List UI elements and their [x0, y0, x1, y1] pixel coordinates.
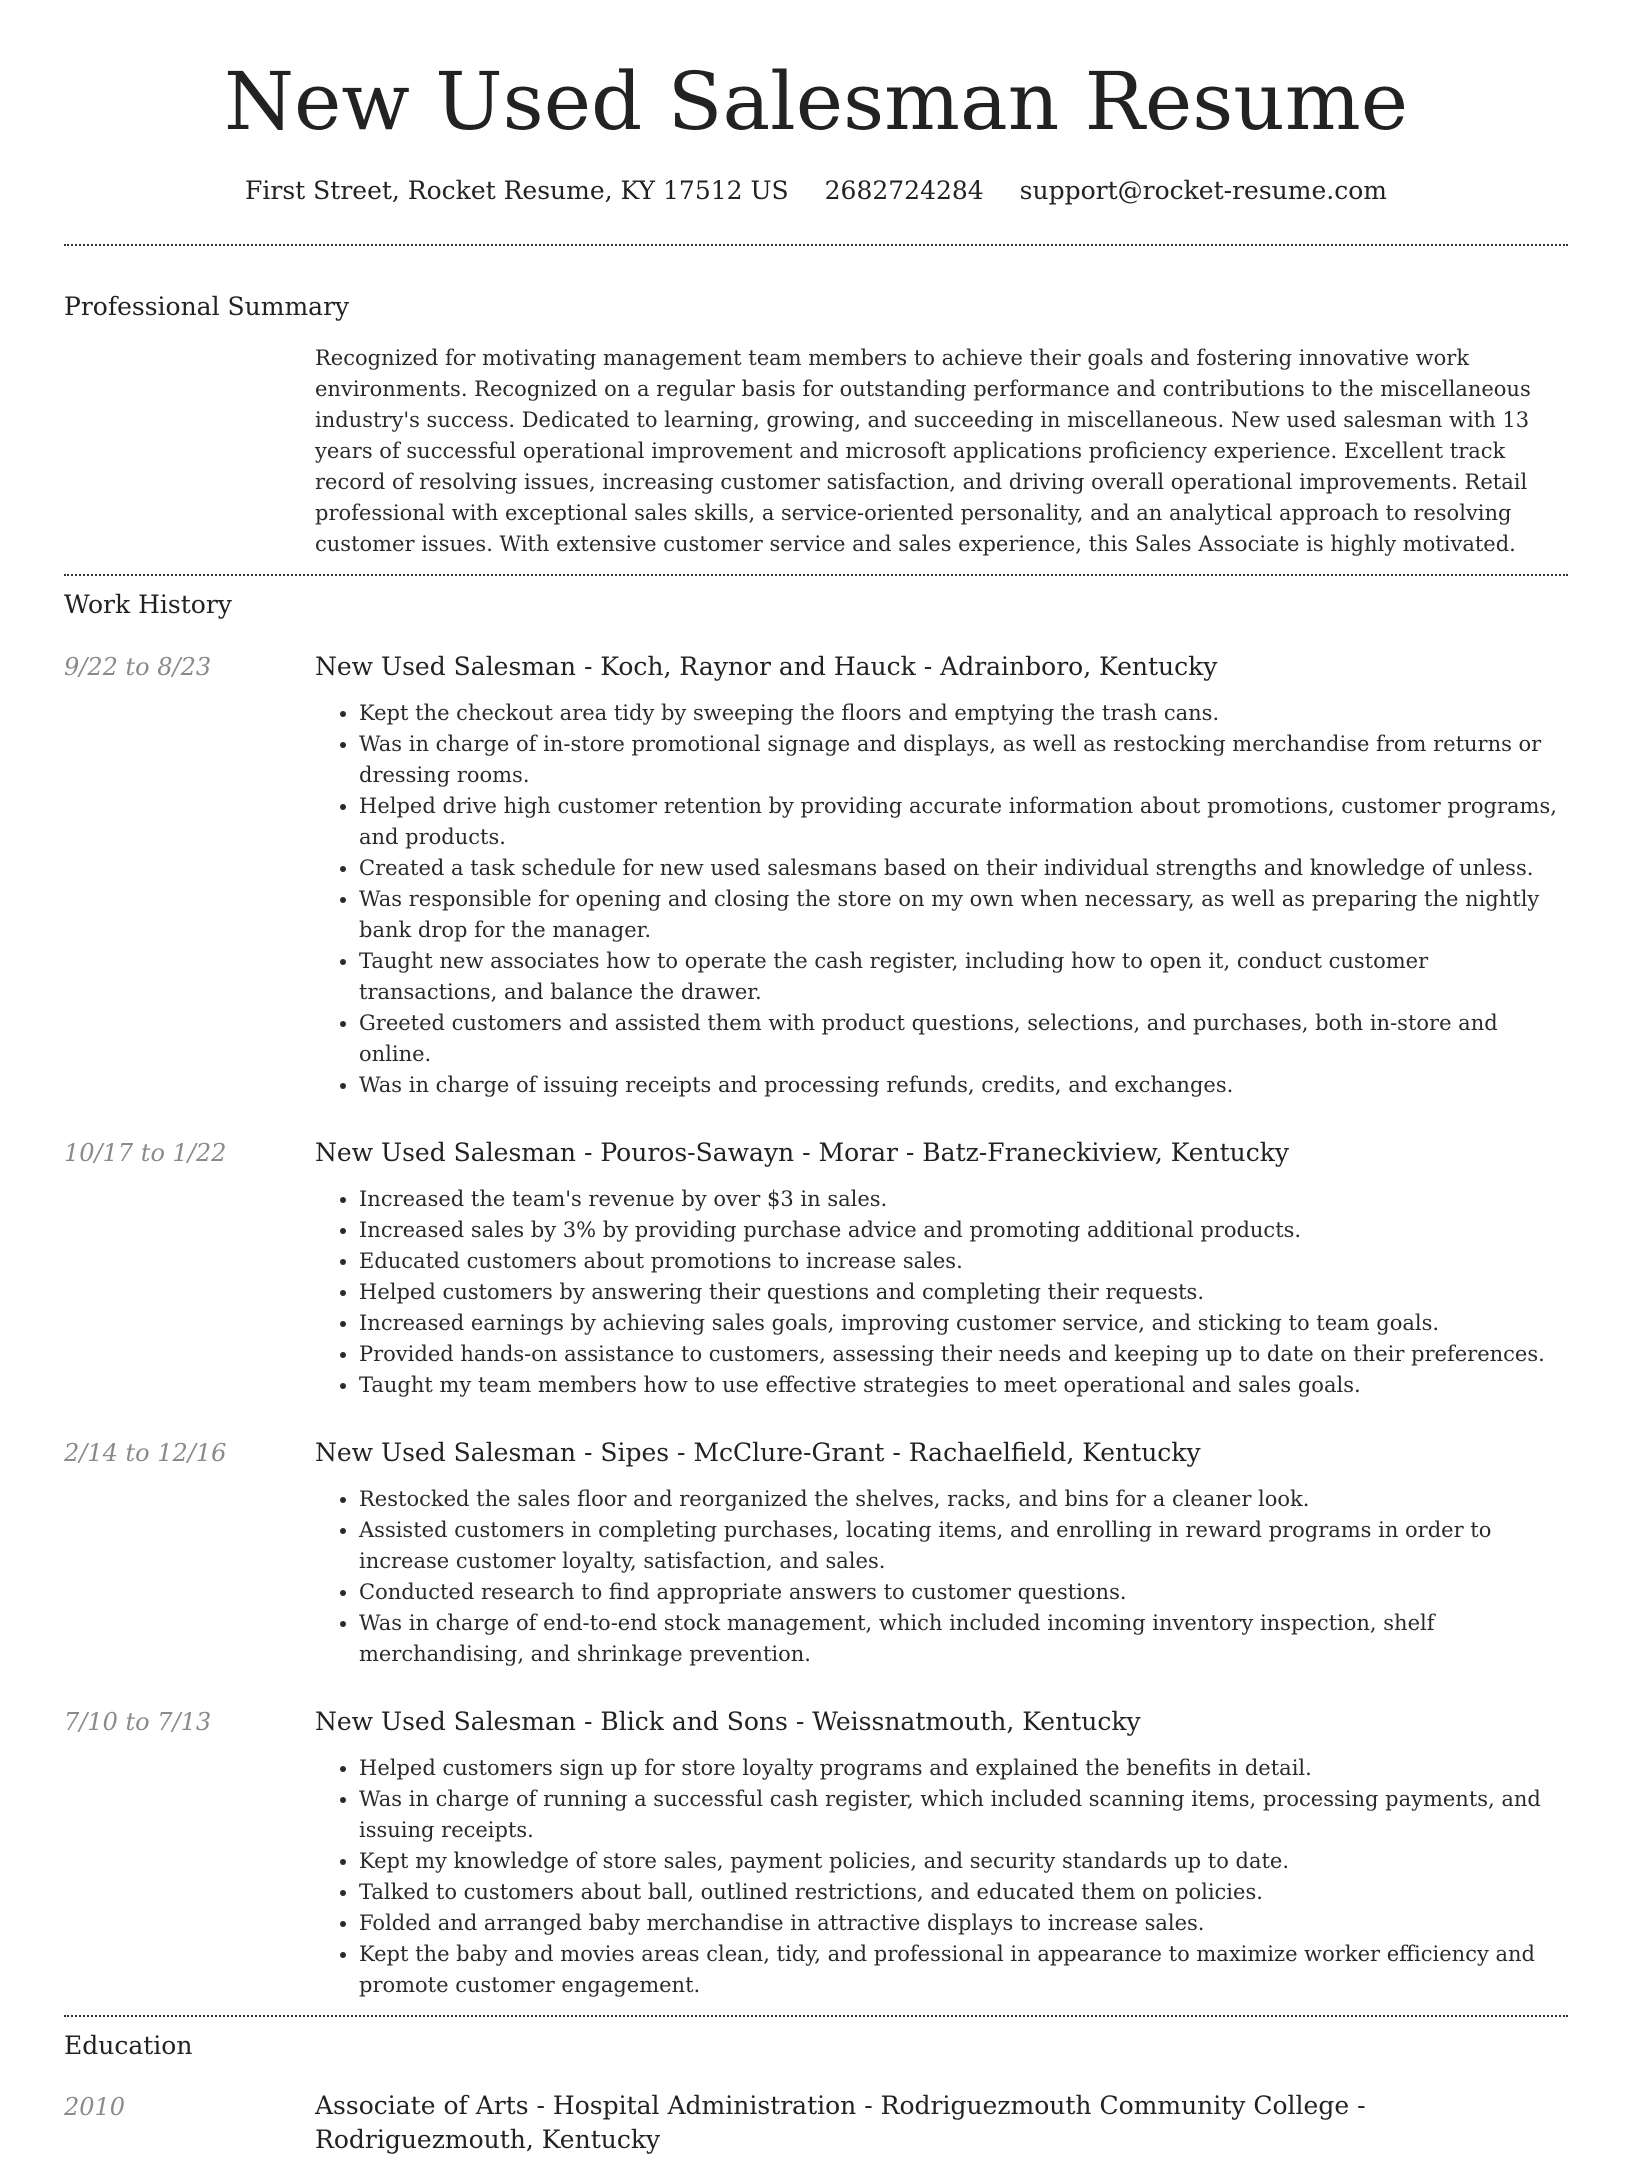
job-bullet: • Helped drive high customer retention by providing accurate information about promotions, customer programs, and products.	[359, 791, 1568, 853]
job-heading: New Used Salesman - Blick and Sons - Weissnatmouth, Kentucky	[315, 1707, 1141, 1736]
job-dates: 2/14 to 12/16	[64, 1439, 227, 1467]
page-title: New Used Salesman Resume	[223, 55, 1409, 148]
job-bullet-list	[315, 1484, 1568, 1670]
job-bullet: • Restocked the sales floor and reorganized the shelves, racks, and bins for a cleaner look.	[359, 1484, 1568, 1515]
job-dates: 7/10 to 7/13	[64, 1708, 212, 1736]
job-body	[315, 1704, 1568, 2001]
job-heading: New Used Salesman - Koch, Raynor and Hauck - Adrainboro, Kentucky	[315, 652, 1218, 681]
job-bullet: • Kept the checkout area tidy by sweeping the floors and emptying the trash cans.	[359, 698, 1568, 729]
job-entry	[64, 1135, 1568, 1401]
education-heading: Associate of Arts - Hospital Administration - Rodriguezmouth Community College - Rodriguezmouth, Kentucky	[315, 2091, 1366, 2154]
section-title-summary: Professional Summary	[64, 292, 350, 321]
job-bullet: • Assisted customers in completing purchases, locating items, and enrolling in reward programs in order to increase customer loyalty, satisfaction, and sales.	[359, 1515, 1568, 1577]
job-bullet: • Greeted customers and assisted them with product questions, selections, and purchases, both in-store and online.	[359, 1008, 1568, 1070]
job-bullet: • Kept my knowledge of store sales, payment policies, and security standards up to date.	[359, 1846, 1568, 1877]
job-bullet: • Taught my team members how to use effective strategies to meet operational and sales goals.	[359, 1370, 1568, 1401]
job-bullet: • Helped customers sign up for store loyalty programs and explained the benefits in detail.	[359, 1753, 1568, 1784]
job-entry	[64, 649, 1568, 1101]
job-bullet: • Increased the team's revenue by over $3 in sales.	[359, 1184, 1568, 1215]
job-heading: New Used Salesman - Pouros-Sawayn - Morar - Batz-Franeckiview, Kentucky	[315, 1138, 1290, 1167]
job-bullet-list	[315, 1184, 1568, 1401]
work-history-section	[64, 576, 1568, 2015]
job-heading: New Used Salesman - Sipes - McClure-Grant - Rachaelfield, Kentucky	[315, 1438, 1201, 1467]
section-title-work: Work History	[64, 590, 232, 619]
job-bullet: • Taught new associates how to operate the cash register, including how to open it, conduct customer transactions, and balance the drawer.	[359, 946, 1568, 1008]
contact-address: First Street, Rocket Resume, KY 17512 US	[245, 176, 789, 205]
education-body	[315, 2089, 1568, 2157]
contact-phone: 2682724284	[824, 176, 984, 205]
job-bullet: • Educated customers about promotions to increase sales.	[359, 1246, 1568, 1277]
job-bullet: • Created a task schedule for new used salesmans based on their individual strengths and knowledge of unless.	[359, 853, 1568, 884]
job-bullet: • Kept the baby and movies areas clean, tidy, and professional in appearance to maximize worker efficiency and promote customer engagement.	[359, 1939, 1568, 2001]
job-dates: 9/22 to 8/23	[64, 653, 212, 681]
job-body	[315, 1135, 1568, 1401]
job-dates: 10/17 to 1/22	[64, 1139, 227, 1167]
contact-email: support@rocket-resume.com	[1019, 176, 1387, 205]
job-bullet: • Was in charge of running a successful cash register, which included scanning items, processing payments, and issuing receipts.	[359, 1784, 1568, 1846]
job-entry	[64, 1704, 1568, 2001]
job-entry	[64, 1435, 1568, 1670]
job-bullet: • Was in charge of issuing receipts and processing refunds, credits, and exchanges.	[359, 1070, 1568, 1101]
job-bullet-list	[315, 1753, 1568, 2001]
job-bullet: • Talked to customers about ball, outlined restrictions, and educated them on policies.	[359, 1877, 1568, 1908]
job-body	[315, 649, 1568, 1101]
contact-line	[64, 174, 1568, 208]
job-bullet: • Folded and arranged baby merchandise in attractive displays to increase sales.	[359, 1908, 1568, 1939]
job-bullet: • Was responsible for opening and closing the store on my own when necessary, as well as preparing the nightly bank drop for the manager.	[359, 884, 1568, 946]
education-entry	[64, 2089, 1568, 2157]
resume-header	[64, 0, 1568, 208]
job-bullet: • Was in charge of in-store promotional signage and displays, as well as restocking merchandise from returns or dressing rooms.	[359, 729, 1568, 791]
section-title-education: Education	[64, 2031, 193, 2060]
job-body	[315, 1435, 1568, 1670]
education-section	[64, 2017, 1568, 2157]
job-bullet: • Increased sales by 3% by providing purchase advice and promoting additional products.	[359, 1215, 1568, 1246]
job-bullet: • Provided hands-on assistance to customers, assessing their needs and keeping up to date on their preferences.	[359, 1339, 1568, 1370]
summary-text: Recognized for motivating management team members to achieve their goals and fostering innovative work environments. Recognized on a regular basis for outstanding performance and contributions to the miscellaneous industry's success. Dedicated to learning, growing, and succeeding in miscellaneous. New used salesman with 13 years of successful operational improvement and microsoft applications proficiency experience. Excellent track record of resolving issues, increasing customer satisfaction, and driving overall operational improvements. Retail professional with exceptional sales skills, a service-oriented personality, and an analytical approach to resolving customer issues. With extensive customer service and sales experience, this Sales Associate is highly motivated.	[315, 346, 1531, 556]
job-bullet-list	[315, 698, 1568, 1101]
job-bullet: • Helped customers by answering their questions and completing their requests.	[359, 1277, 1568, 1308]
job-bullet: • Conducted research to find appropriate answers to customer questions.	[359, 1577, 1568, 1608]
job-bullet: • Was in charge of end-to-end stock management, which included incoming inventory inspection, shelf merchandising, and shrinkage prevention.	[359, 1608, 1568, 1670]
education-year: 2010	[64, 2093, 126, 2121]
job-bullet: • Increased earnings by achieving sales goals, improving customer service, and sticking to team goals.	[359, 1308, 1568, 1339]
professional-summary-section	[64, 246, 1568, 574]
